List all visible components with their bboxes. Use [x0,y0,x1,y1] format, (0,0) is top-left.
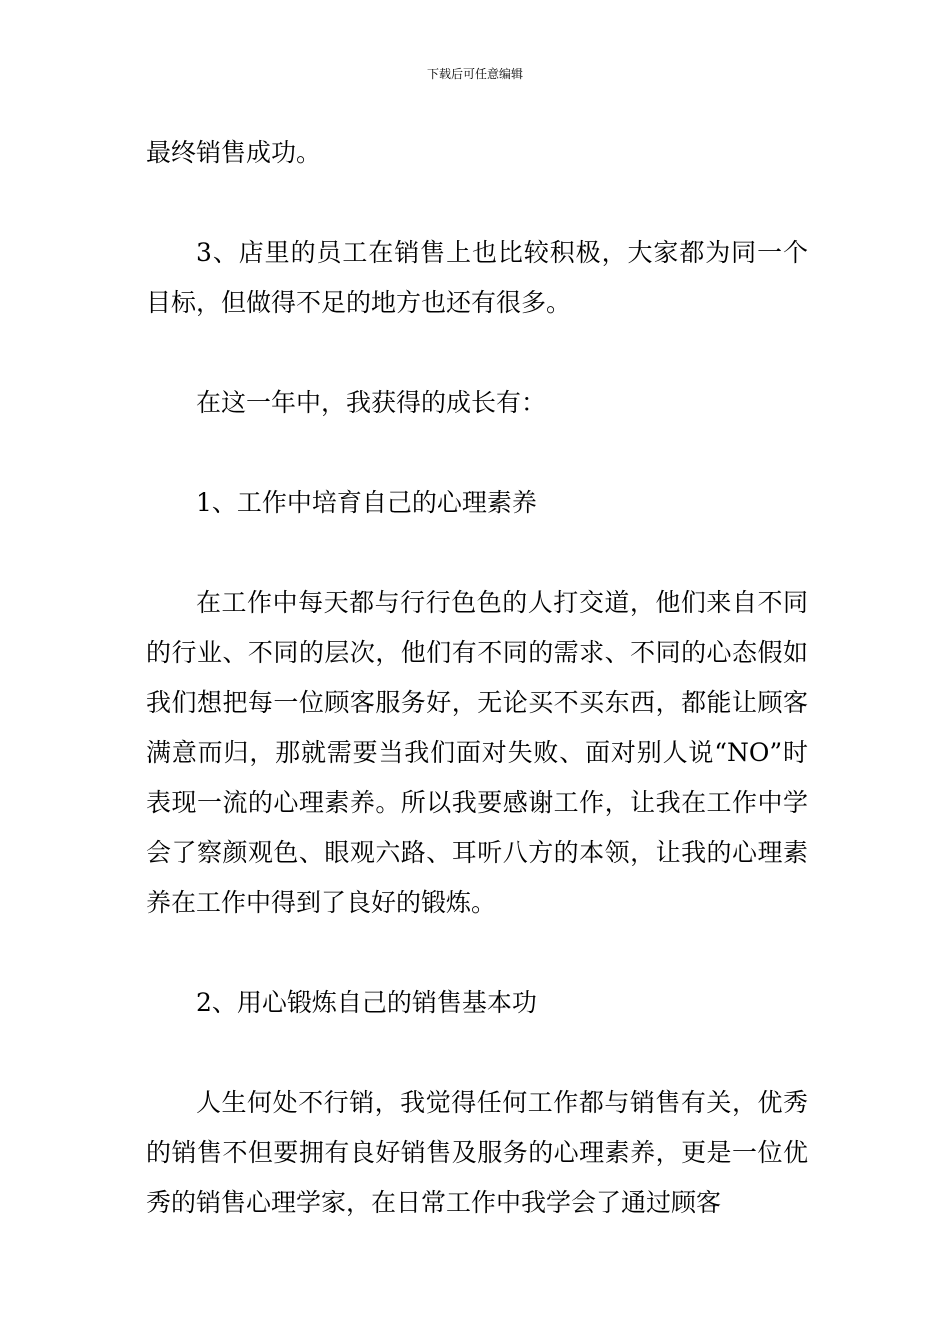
paragraph-3: 在这一年中，我获得的成长有： [196,388,547,417]
section-heading-1: 1、工作中培育自己的心理素养 [196,488,537,517]
paragraph-gap [146,928,808,978]
paragraph-4: 在工作中每天都与行行色色的人打交道，他们来自不同的行业、不同的层次，他们有不同的需求、不同的心态假如我们想把每一位顾客服务好，无论买不买东西，都能让顾客满意而归，那就需要当我们面对失败、面对别人说“NO”时表现一流的心理素养。所以我要感谢工作，让我在工作中学会了察颜观色、眼观六路、耳听八方的本领，让我的心理素养在工作中得到了良好的锻炼。 [146,588,808,917]
document-body [146,128,808,1228]
paragraph-gap [146,428,808,478]
paragraph-2: 3、店里的员工在销售上也比较积极，大家都为同一个目标，但做得不足的地方也还有很多。 [146,238,808,317]
paragraph-gap [146,178,808,228]
page-header: 下载后可任意编辑 [426,67,523,81]
paragraph-5: 人生何处不行销，我觉得任何工作都与销售有关，优秀的销售不但要拥有良好销售及服务的心理素养，更是一位优秀的销售心理学家，在日常工作中我学会了通过顾客 [146,1088,808,1217]
paragraph-gap [146,528,808,578]
section-heading-2: 2、用心锻炼自己的销售基本功 [196,988,537,1017]
paragraph-gap [146,328,808,378]
paragraph-1: 最终销售成功。 [146,138,322,167]
paragraph-gap [146,1028,808,1078]
